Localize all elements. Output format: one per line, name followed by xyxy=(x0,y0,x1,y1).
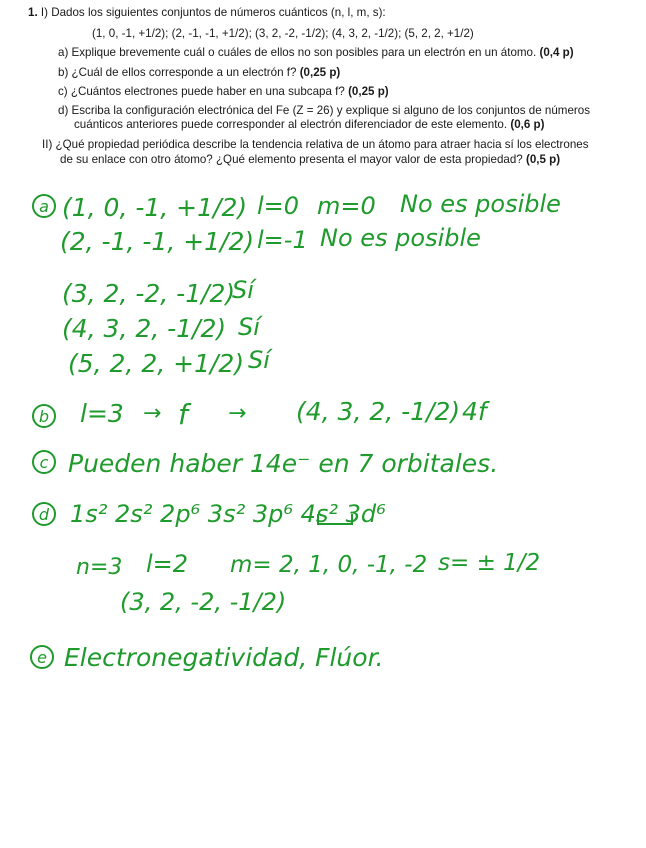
d-set: (3, 2, -2, -1/2) xyxy=(120,588,287,616)
part-i-intro: I) Dados los siguientes conjuntos de números cuánticos (n, l, m, s): xyxy=(40,6,386,19)
d-n: n=3 xyxy=(76,555,123,580)
question-c-points: (0,25 p) xyxy=(348,85,389,98)
a-row1-verdict: No es posible xyxy=(400,190,561,218)
a-row1-m: m=0 xyxy=(317,192,376,220)
question-b-text: b) ¿Cuál de ellos corresponde a un electrón f? xyxy=(58,66,297,79)
a-row2-l: l=-1 xyxy=(257,226,308,254)
b-f-letter: f xyxy=(178,398,188,431)
a-row2-verdict: No es posible xyxy=(320,224,481,252)
question-d-line1: d) Escriba la configuración electrónica del Fe (Z = 26) y explique si alguno de los conjuntos de números xyxy=(58,104,590,117)
a-row2-set: (2, -1, -1, +1/2) xyxy=(60,227,255,256)
d-s: s= ± 1/2 xyxy=(438,550,541,576)
e-answer: Electronegatividad, Flúor. xyxy=(64,643,384,672)
question-a-points: (0,4 p) xyxy=(539,46,574,59)
a-row1-l: l=0 xyxy=(257,192,300,220)
question-ii-line1: II) ¿Qué propiedad periódica describe la tendencia relativa de un átomo para atraer hacia sí los electrones xyxy=(42,138,589,151)
question-d-text2: cuánticos anteriores puede corresponder al electrón diferenciador de este elemento. xyxy=(74,118,508,131)
b-set: (4, 3, 2, -1/2) xyxy=(296,397,461,426)
answer-d-label: d xyxy=(38,505,50,524)
question-d-points: (0,6 p) xyxy=(510,118,545,131)
b-arrow-1: → xyxy=(143,401,162,426)
answer-e-label: e xyxy=(37,648,47,667)
a-row4-set: (4, 3, 2, -1/2) xyxy=(62,314,227,343)
question-number: 1. xyxy=(28,6,38,19)
d-l: l=2 xyxy=(146,550,189,578)
c-answer: Pueden haber 14e⁻ en 7 orbitales. xyxy=(68,449,499,478)
question-b-points: (0,25 p) xyxy=(299,66,341,79)
question-ii-text2: de su enlace con otro átomo? ¿Qué elemento presenta el mayor valor de esta propiedad? xyxy=(60,153,523,166)
a-row4-verdict: Sí xyxy=(238,313,260,341)
answer-a-label: a xyxy=(39,197,49,216)
quantum-sets-line: (1, 0, -1, +1/2); (2, -1, -1, +1/2); (3, 2, -2, -1/2); (4, 3, 2, -1/2); (5, 2, 2, +1/2) xyxy=(92,27,474,40)
a-row3-verdict: Sí xyxy=(232,276,254,304)
d-config: 1s² 2s² 2p⁶ 3s² 3p⁶ 4s² 3d⁶ xyxy=(70,500,386,528)
b-l-value: l=3 xyxy=(80,399,124,428)
question-c-text: c) ¿Cuántos electrones puede haber en una subcapa f? xyxy=(58,85,345,98)
a-row5-set: (5, 2, 2, +1/2) xyxy=(68,349,245,378)
question-ii-points: (0,5 p) xyxy=(525,153,561,166)
answer-c-label: c xyxy=(39,453,49,472)
b-arrow-2: → xyxy=(228,401,247,426)
a-row5-verdict: Sí xyxy=(248,346,270,374)
answer-b-label: b xyxy=(38,407,50,426)
b-orbital: 4f xyxy=(462,397,487,426)
a-row1-set: (1, 0, -1, +1/2) xyxy=(62,193,248,222)
a-row3-set: (3, 2, -2, -1/2) xyxy=(62,279,236,308)
question-a-text: a) Explique brevemente cuál o cuáles de ellos no son posibles para un electrón en un átomo. xyxy=(58,46,537,59)
d-m: m= 2, 1, 0, -1, -2 xyxy=(230,552,428,578)
